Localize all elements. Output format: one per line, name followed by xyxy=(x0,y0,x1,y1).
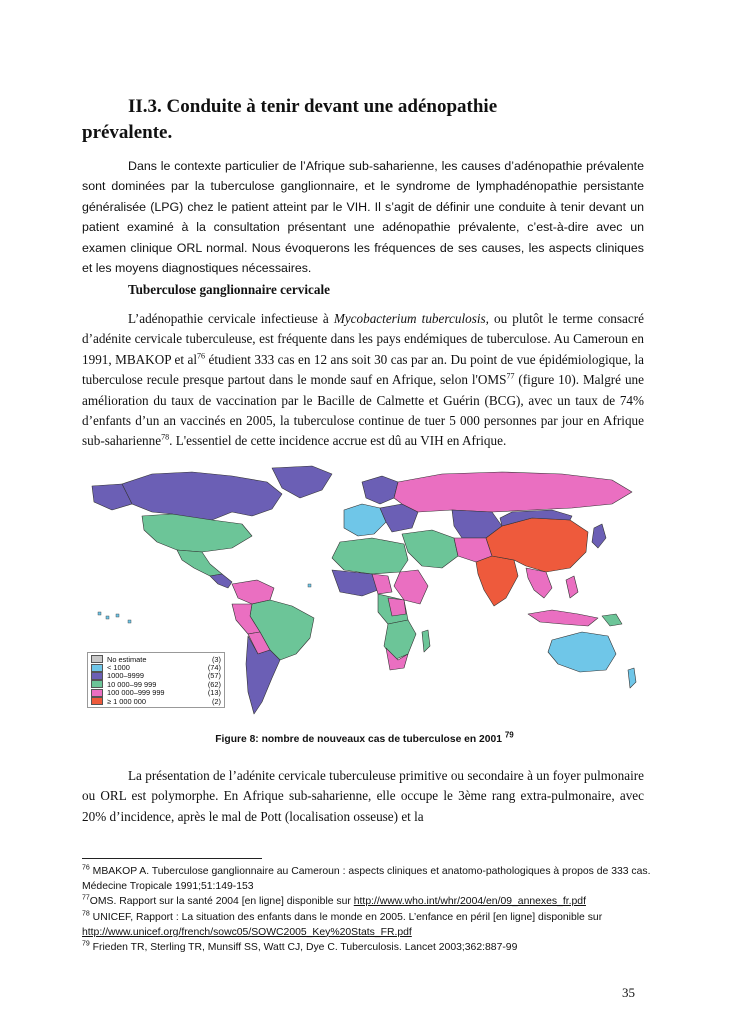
heading-line-2: prévalente. xyxy=(82,122,173,143)
subheading xyxy=(82,280,644,300)
map-india xyxy=(476,556,518,606)
footnote-separator xyxy=(82,858,262,859)
map-island xyxy=(308,584,311,587)
legend-label: < 1000 xyxy=(107,663,130,673)
map-western-europe xyxy=(344,504,386,536)
legend-label: 10 000–99 999 xyxy=(107,679,157,689)
presentation-paragraph-text: La présentation de l’adénite cervicale tuberculeuse primitive ou secondaire à un foyer pulmonaire ou ORL est polymorphe. En Afrique sub-saharienne, elle occupe le 3ème rang extra-pulmonaire, avec 20% d’incidence, après le mal de Pott (localisation osseuse) et la xyxy=(82,768,644,824)
map-island xyxy=(98,612,101,615)
page-number: 35 xyxy=(622,985,635,1000)
section-heading xyxy=(82,94,642,146)
footnote-78 xyxy=(82,910,662,940)
legend-swatch xyxy=(91,680,103,688)
map-australia xyxy=(548,632,616,672)
para2-text-2: ou plutôt le terme consacré d’adénite cervicale tuberculeuse, est fréquente dans les pays endémiques de tuberculose. Au Cameroun en 1991, MBAKOP et al xyxy=(82,311,644,367)
map-russia xyxy=(394,472,632,512)
map-mexico xyxy=(177,550,222,576)
legend-label: 1000–9999 xyxy=(107,671,144,681)
footnote-76 xyxy=(82,864,662,894)
legend-count: (13) xyxy=(207,688,221,698)
footnote-ref-77[interactable]: 77 xyxy=(506,371,515,381)
footnote-number: 76 xyxy=(82,864,90,872)
footnote-77 xyxy=(82,894,662,909)
subheading-text: Tuberculose ganglionnaire cervicale xyxy=(128,282,330,297)
figure-caption xyxy=(0,730,729,745)
legend-count: (62) xyxy=(207,679,221,689)
para2-text-5: . L'essentiel de cette incidence accrue est dû au VIH en Afrique. xyxy=(169,433,507,449)
legend-swatch xyxy=(91,664,103,672)
map-island xyxy=(116,614,119,617)
legend-swatch xyxy=(91,655,103,663)
legend-label: 100 000–999 999 xyxy=(107,688,165,698)
footnote-79 xyxy=(82,940,662,955)
tuberculosis-paragraph xyxy=(82,309,644,452)
footnote-text: MBAKOP A. Tuberculose ganglionnaire au Cameroun : aspects cliniques et anatomo-pathologiques à propos de 333 cas. Médecine Tropicale 1991;51:149-153 xyxy=(82,866,651,893)
legend-count: (2) xyxy=(211,696,221,706)
para2-text-4: (figure 10). Malgré une amélioration du taux de vaccination par le Bacille de Calmette et Guérin (BCG), avec un taux de 74% d’enfants d’un an vaccinés en 2005, la tuberculose continue de tuer 5 000 personnes par jour en Afrique sub-saharienne xyxy=(82,372,644,449)
map-island xyxy=(106,616,109,619)
map-indonesia xyxy=(528,610,598,626)
map-central-america xyxy=(210,574,232,588)
footnote-number: 79 xyxy=(82,940,90,948)
legend-swatch xyxy=(91,689,103,697)
map-southeast-asia xyxy=(526,568,552,598)
footnote-text: OMS. Rapport sur la santé 2004 [en ligne] disponible sur xyxy=(89,896,354,908)
legend-row xyxy=(91,697,221,705)
footnote-text: UNICEF, Rapport : La situation des enfants dans le monde en 2005. L’enfance en péril [en ligne] disponible sur xyxy=(89,911,603,923)
footnote-number: 78 xyxy=(82,910,90,918)
legend-count: (57) xyxy=(207,671,221,681)
intro-paragraph xyxy=(82,156,644,278)
legend-count: (3) xyxy=(211,654,221,664)
footnote-link-unicef[interactable]: http://www.unicef.org/french/sowc05/SOWC2005_Key%20Stats_FR.pdf xyxy=(82,926,412,938)
para2-text-3: étudient 333 cas en 12 ans soit 30 cas par an. Du point de vue épidémiologique, la tuberculose recule presque partout dans le monde sauf en Afrique, selon l'OMS xyxy=(82,351,644,388)
intro-paragraph-text: Dans le contexte particulier de l’Afrique sub-saharienne, les causes d’adénopathie prévalente sont dominées par la tuberculose ganglionnaire, et le syndrome de lymphadénopathie persistante généralisée (LPG) chez le patient atteint par le VIH. Il s’agit de définir une conduite à tenir devant un patient examiné à la consultation présentant une adénopathie prévalente, c’est-à-dire avec un examen clinique ORL normal. Nous évoquerons les fréquences de ses causes, les aspects cliniques et les moyens diagnostiques nécessaires. xyxy=(82,159,644,276)
footnote-ref-78[interactable]: 78 xyxy=(161,433,170,443)
map-png xyxy=(602,614,622,626)
legend-count: (74) xyxy=(207,663,221,673)
map-middle-east xyxy=(402,530,458,568)
para2-text-1: L’adénopathie cervicale infectieuse à xyxy=(128,311,334,326)
map-canada xyxy=(122,472,282,520)
legend-label: No estimate xyxy=(107,654,147,664)
map-new-zealand xyxy=(628,668,636,688)
map-usa xyxy=(142,514,252,552)
footnotes xyxy=(82,864,662,955)
map-north-africa xyxy=(332,538,408,574)
map-scandinavia xyxy=(362,476,398,504)
footnote-text: Frieden TR, Sterling TR, Munsiff SS, Watt CJ, Dye C. Tuberculosis. Lancet 2003;362:887-99 xyxy=(89,942,518,954)
legend-swatch xyxy=(91,672,103,680)
legend-label: ≥ 1 000 000 xyxy=(107,696,146,706)
presentation-paragraph xyxy=(82,766,644,827)
footnote-link-who[interactable]: http://www.who.int/whr/2004/en/09_annexes_fr.pdf xyxy=(353,896,586,908)
map-philippines xyxy=(566,576,578,598)
footnote-ref-76[interactable]: 76 xyxy=(197,351,206,361)
footnote-number: 77 xyxy=(82,894,90,902)
legend-swatch xyxy=(91,697,103,705)
map-island xyxy=(128,620,131,623)
map-madagascar xyxy=(422,630,430,652)
figure-caption-text: Figure 8: nombre de nouveaux cas de tuberculose en 2001 xyxy=(215,734,502,745)
map-west-africa xyxy=(332,570,378,596)
map-legend xyxy=(87,652,225,708)
species-name: Mycobacterium tuberculosis, xyxy=(333,311,489,326)
map-japan xyxy=(592,524,606,548)
footnote-ref-79[interactable]: 79 xyxy=(504,730,514,740)
heading-line-1: II.3. Conduite à tenir devant une adénopathie xyxy=(128,96,498,117)
